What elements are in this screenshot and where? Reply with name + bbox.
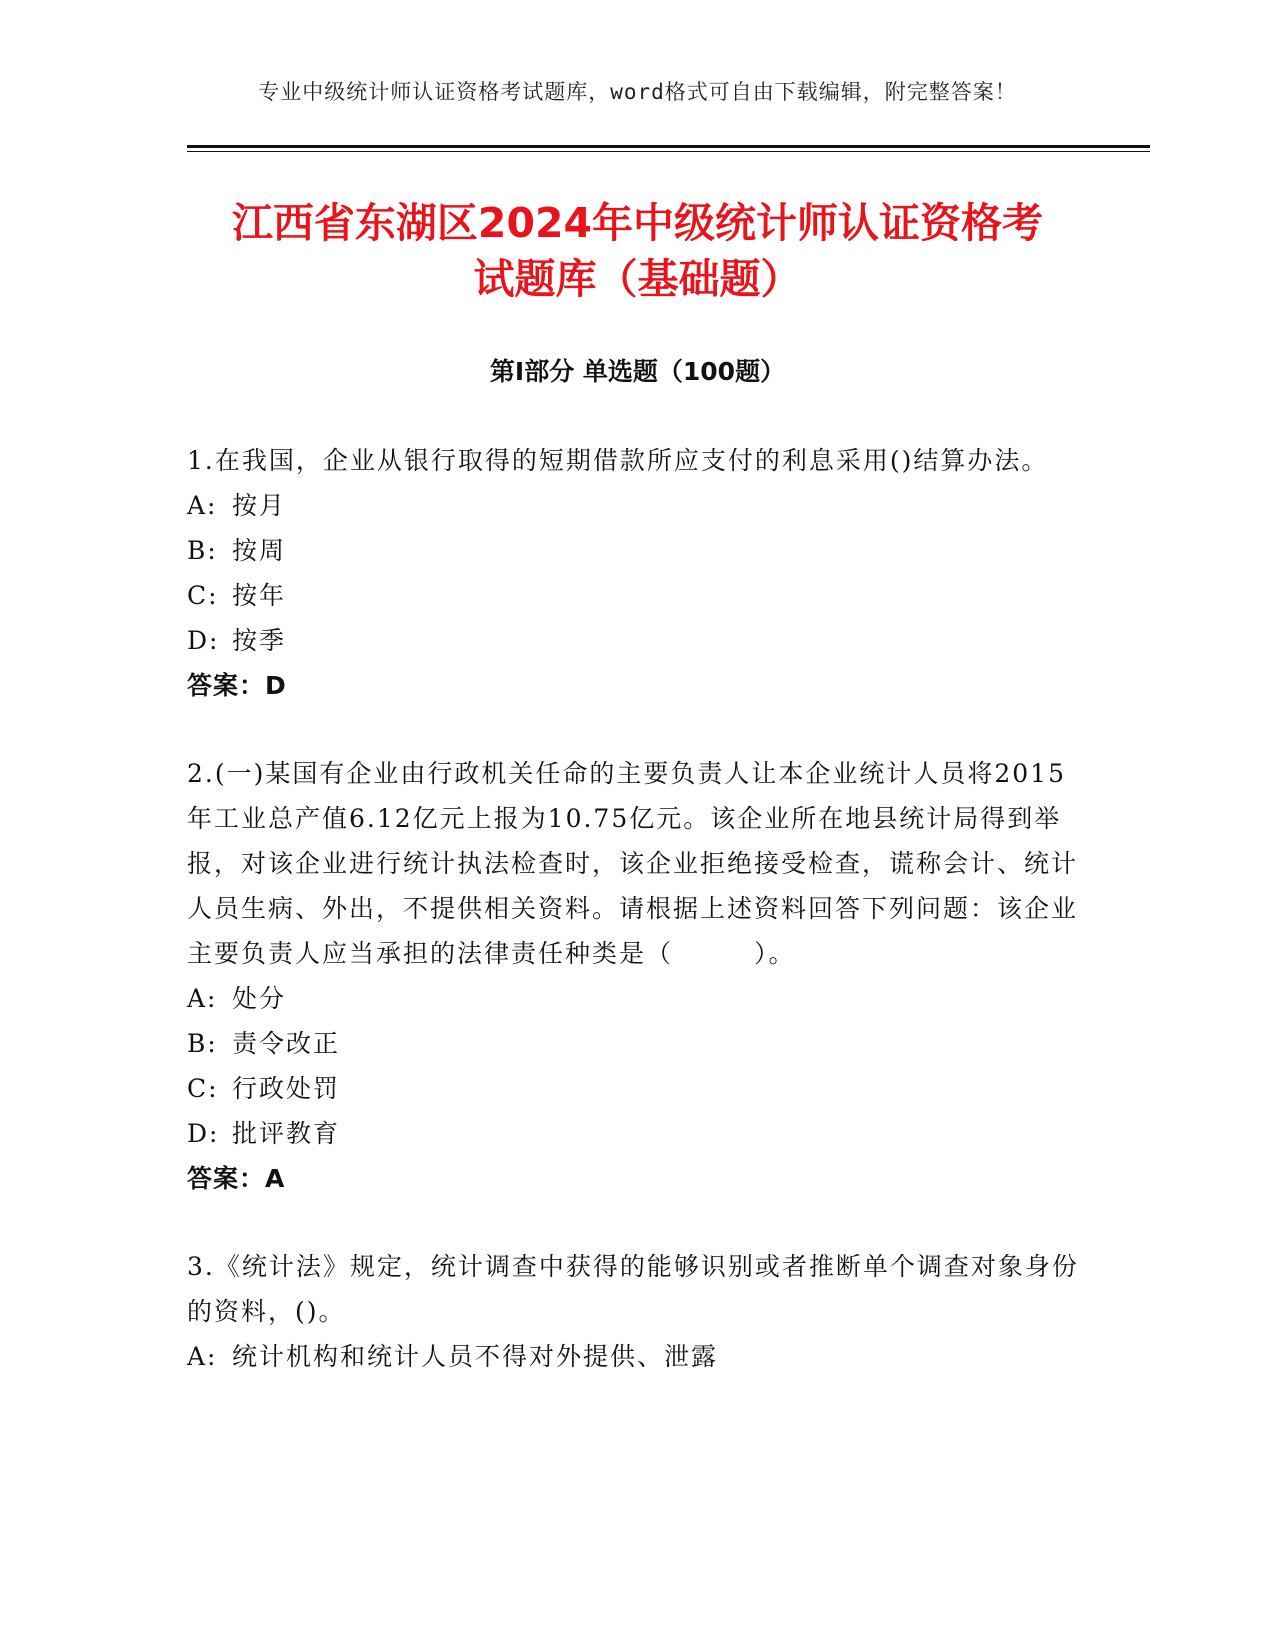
header-divider-thick <box>187 145 1150 148</box>
option-text: 批评教育 <box>232 1119 341 1148</box>
question-2 <box>187 751 1087 1201</box>
option-b <box>187 1021 1087 1066</box>
option-d <box>187 618 1087 663</box>
option-c <box>187 1066 1087 1111</box>
option-text: 按周 <box>232 536 287 565</box>
question-3 <box>187 1244 1087 1379</box>
option-b <box>187 528 1087 573</box>
option-key: D: <box>187 1119 220 1148</box>
section-title: 第Ⅰ部分 单选题（100题） <box>489 357 786 386</box>
question-text: 1.在我国，企业从银行取得的短期借款所应支付的利息采用()结算办法。 <box>187 446 1049 475</box>
option-text: 按月 <box>232 491 287 520</box>
question-text: 3.《统计法》规定，统计调查中获得的能够识别或者推断单个调查对象身份的资料，()。 <box>187 1252 1079 1326</box>
option-a <box>187 483 1087 528</box>
question-list <box>187 438 1087 1422</box>
option-key: C: <box>187 1074 219 1103</box>
answer: 答案：D <box>187 671 287 700</box>
header-divider-thin <box>187 151 1150 152</box>
option-text: 按季 <box>232 626 287 655</box>
option-a <box>187 1334 1087 1379</box>
option-c <box>187 573 1087 618</box>
option-key: B: <box>187 536 218 565</box>
option-key: A: <box>187 984 218 1013</box>
option-key: C: <box>187 581 219 610</box>
question-text: 2.(一)某国有企业由行政机关任命的主要负责人让本企业统计人员将2015年工业总产值6.12亿元上报为10.75亿元。该企业所在地县统计局得到举报，对该企业进行统计执法检查时，该企业拒绝接受检查，谎称会计、统计人员生病、外出，不提供相关资料。请根据上述资料回答下列问题：该企业主要负责人应当承担的法律责任种类是（ ）。 <box>187 759 1079 968</box>
option-text: 按年 <box>232 581 287 610</box>
header-note: 专业中级统计师认证资格考试题库，word格式可自由下载编辑，附完整答案！ <box>258 80 1017 104</box>
document-title-line-1: 江西省东湖区2024年中级统计师认证资格考 <box>231 199 1044 247</box>
option-key: B: <box>187 1029 218 1058</box>
answer: 答案：A <box>187 1164 286 1193</box>
option-key: D: <box>187 626 220 655</box>
document-title-line-2: 试题库（基础题） <box>473 255 802 303</box>
option-d <box>187 1111 1087 1156</box>
document-title <box>0 195 1275 307</box>
question-1 <box>187 438 1087 708</box>
option-a <box>187 976 1087 1021</box>
option-text: 行政处罚 <box>232 1074 341 1103</box>
option-key: A: <box>187 1342 218 1371</box>
option-text: 统计机构和统计人员不得对外提供、泄露 <box>232 1342 719 1371</box>
option-text: 责令改正 <box>232 1029 341 1058</box>
option-text: 处分 <box>232 984 287 1013</box>
option-key: A: <box>187 491 218 520</box>
